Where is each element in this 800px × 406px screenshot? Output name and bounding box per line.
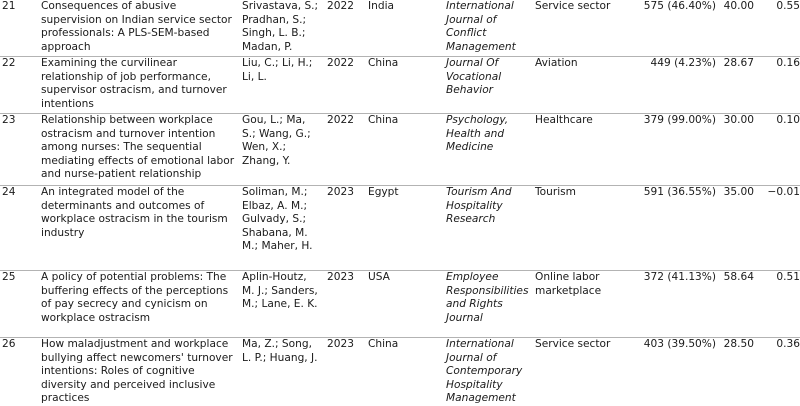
study-authors: Ma, Z.; Song, L. P.; Huang, J. xyxy=(242,338,318,364)
study-journal: International Journal of Conflict Management xyxy=(446,0,516,53)
study-country: Egypt xyxy=(368,186,399,198)
study-sample: 379 (99.00%) xyxy=(643,114,716,126)
study-country: China xyxy=(368,338,399,350)
study-country: China xyxy=(368,114,399,126)
study-journal: International Journal of Contemporary Hospitality Management xyxy=(446,338,523,405)
study-sector: Healthcare xyxy=(535,114,593,126)
study-year: 2023 xyxy=(327,338,354,350)
study-mean-age: 30.00 xyxy=(723,114,754,126)
study-correlation: 0.51 xyxy=(776,271,800,283)
study-sector: Tourism xyxy=(535,186,577,198)
study-country: USA xyxy=(368,271,390,283)
study-sector: Aviation xyxy=(535,57,578,69)
study-sample: 449 (4.23%) xyxy=(650,57,716,69)
study-authors: Srivastava, S.; Pradhan, S.; Singh, L. B.; Madan, P. xyxy=(242,0,319,53)
study-country: China xyxy=(368,57,399,69)
study-title: A policy of potential problems: The buffering effects of the perceptions of pay secrecy and cynicism on workplace ostracism xyxy=(41,271,229,324)
study-correlation: 0.16 xyxy=(776,57,800,69)
study-number: 24 xyxy=(2,186,16,198)
study-mean-age: 58.64 xyxy=(723,271,754,283)
study-country: India xyxy=(368,0,394,12)
study-mean-age: 28.67 xyxy=(723,57,754,69)
study-mean-age: 35.00 xyxy=(723,186,754,198)
study-number: 23 xyxy=(2,114,16,126)
study-sector: Online labor marketplace xyxy=(535,271,602,297)
study-sample: 372 (41.13%) xyxy=(643,271,716,283)
study-number: 26 xyxy=(2,338,16,350)
table-row xyxy=(0,185,800,268)
study-authors: Gou, L.; Ma, S.; Wang, G.; Wen, X.; Zhang, Y. xyxy=(242,114,311,167)
study-number: 25 xyxy=(2,271,16,283)
study-mean-age: 28.50 xyxy=(723,338,754,350)
study-sample: 403 (39.50%) xyxy=(643,338,716,350)
study-mean-age: 40.00 xyxy=(723,0,754,12)
study-title: How maladjustment and workplace bullying affect newcomers' turnover intentions: Roles of cognitive diversity and perceived inclusive practices xyxy=(41,338,233,405)
table-row xyxy=(0,0,800,52)
study-correlation: 0.36 xyxy=(776,338,800,350)
study-year: 2023 xyxy=(327,186,354,198)
study-sample: 591 (36.55%) xyxy=(643,186,716,198)
study-year: 2022 xyxy=(327,114,354,126)
study-number: 21 xyxy=(2,0,16,12)
table-row xyxy=(0,56,800,111)
table-row xyxy=(0,337,800,405)
study-correlation: −0.01 xyxy=(767,186,800,198)
study-title: Consequences of abusive supervision on Indian service sector professionals: A PLS-SEM-based approach xyxy=(41,0,232,53)
study-journal: Employee Responsibilities and Rights Journal xyxy=(446,271,529,324)
study-year: 2022 xyxy=(327,0,354,12)
table-row xyxy=(0,113,800,182)
study-authors: Aplin-Houtz, M. J.; Sanders, M.; Lane, E. K. xyxy=(242,271,318,311)
study-authors: Soliman, M.; Elbaz, A. M.; Gulvady, S.; Shabana, M. M.; Maher, H. xyxy=(242,186,313,253)
study-title: Examining the curvilinear relationship of job performance, supervisor ostracism, and turnover intentions xyxy=(41,57,227,110)
study-title: Relationship between workplace ostracism and turnover intention among nurses: The sequential mediating effects of emotional labor and nurse-patient relationship xyxy=(41,114,235,181)
study-title: An integrated model of the determinants and outcomes of workplace ostracism in the tourism industry xyxy=(41,186,228,239)
study-journal: Journal Of Vocational Behavior xyxy=(446,57,502,97)
study-year: 2023 xyxy=(327,271,354,283)
study-sample: 575 (46.40%) xyxy=(643,0,716,12)
study-correlation: 0.10 xyxy=(776,114,800,126)
study-journal: Tourism And Hospitality Research xyxy=(446,186,512,226)
study-correlation: 0.55 xyxy=(776,0,800,12)
study-number: 22 xyxy=(2,57,16,69)
study-year: 2022 xyxy=(327,57,354,69)
study-sector: Service sector xyxy=(535,338,611,350)
table-row xyxy=(0,270,800,337)
study-authors: Liu, C.; Li, H.; Li, L. xyxy=(242,57,313,83)
study-sector: Service sector xyxy=(535,0,611,12)
study-journal: Psychology, Health and Medicine xyxy=(446,114,509,154)
